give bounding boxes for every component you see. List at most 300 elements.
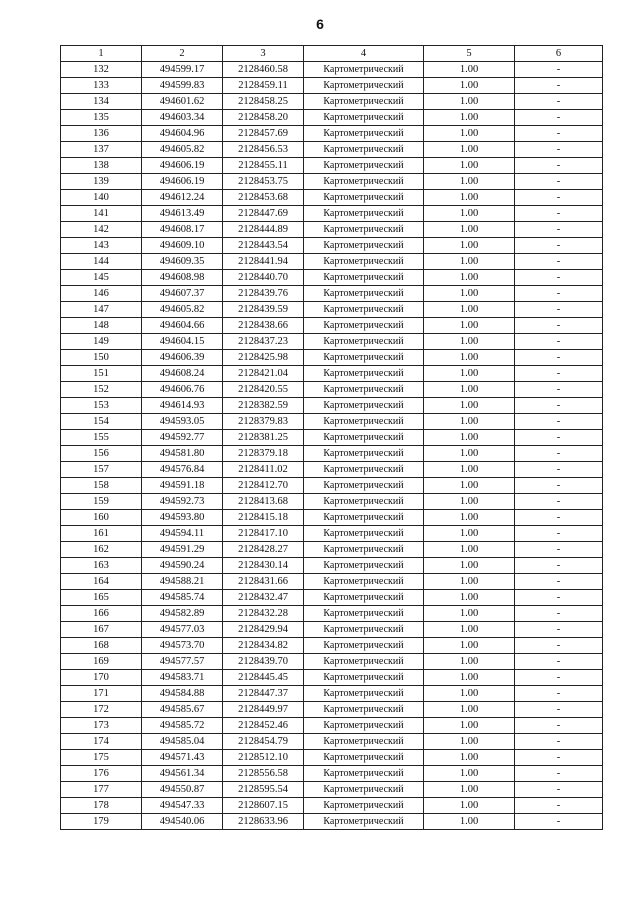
point-number-cell: 151 bbox=[61, 366, 142, 382]
y-coordinate-cell: 2128439.59 bbox=[223, 302, 304, 318]
point-number-cell: 179 bbox=[61, 814, 142, 830]
x-coordinate-cell: 494601.62 bbox=[142, 94, 223, 110]
note-cell: - bbox=[515, 670, 603, 686]
method-cell: Картометрический bbox=[304, 286, 424, 302]
accuracy-cell: 1.00 bbox=[424, 238, 515, 254]
note-cell: - bbox=[515, 222, 603, 238]
method-cell: Картометрический bbox=[304, 446, 424, 462]
method-cell: Картометрический bbox=[304, 430, 424, 446]
point-number-cell: 148 bbox=[61, 318, 142, 334]
table-row bbox=[61, 302, 603, 318]
y-coordinate-cell: 2128444.89 bbox=[223, 222, 304, 238]
x-coordinate-cell: 494591.29 bbox=[142, 542, 223, 558]
point-number-cell: 145 bbox=[61, 270, 142, 286]
note-cell: - bbox=[515, 286, 603, 302]
table-row bbox=[61, 126, 603, 142]
table-body bbox=[61, 62, 603, 830]
accuracy-cell: 1.00 bbox=[424, 318, 515, 334]
table-row bbox=[61, 334, 603, 350]
x-coordinate-cell: 494582.89 bbox=[142, 606, 223, 622]
accuracy-cell: 1.00 bbox=[424, 446, 515, 462]
table-row bbox=[61, 158, 603, 174]
table-row bbox=[61, 78, 603, 94]
x-coordinate-cell: 494593.05 bbox=[142, 414, 223, 430]
note-cell: - bbox=[515, 734, 603, 750]
point-number-cell: 136 bbox=[61, 126, 142, 142]
point-number-cell: 144 bbox=[61, 254, 142, 270]
note-cell: - bbox=[515, 78, 603, 94]
x-coordinate-cell: 494609.35 bbox=[142, 254, 223, 270]
accuracy-cell: 1.00 bbox=[424, 542, 515, 558]
note-cell: - bbox=[515, 782, 603, 798]
table-row bbox=[61, 478, 603, 494]
note-cell: - bbox=[515, 446, 603, 462]
table-row bbox=[61, 254, 603, 270]
method-cell: Картометрический bbox=[304, 814, 424, 830]
x-coordinate-cell: 494585.74 bbox=[142, 590, 223, 606]
point-number-cell: 175 bbox=[61, 750, 142, 766]
point-number-cell: 161 bbox=[61, 526, 142, 542]
y-coordinate-cell: 2128447.69 bbox=[223, 206, 304, 222]
method-cell: Картометрический bbox=[304, 222, 424, 238]
x-coordinate-cell: 494577.03 bbox=[142, 622, 223, 638]
point-number-cell: 152 bbox=[61, 382, 142, 398]
method-cell: Картометрический bbox=[304, 462, 424, 478]
x-coordinate-cell: 494591.18 bbox=[142, 478, 223, 494]
accuracy-cell: 1.00 bbox=[424, 606, 515, 622]
x-coordinate-cell: 494604.66 bbox=[142, 318, 223, 334]
accuracy-cell: 1.00 bbox=[424, 750, 515, 766]
note-cell: - bbox=[515, 254, 603, 270]
point-number-cell: 142 bbox=[61, 222, 142, 238]
accuracy-cell: 1.00 bbox=[424, 366, 515, 382]
y-coordinate-cell: 2128447.37 bbox=[223, 686, 304, 702]
x-coordinate-cell: 494592.73 bbox=[142, 494, 223, 510]
accuracy-cell: 1.00 bbox=[424, 398, 515, 414]
accuracy-cell: 1.00 bbox=[424, 670, 515, 686]
x-coordinate-cell: 494608.98 bbox=[142, 270, 223, 286]
y-coordinate-cell: 2128512.10 bbox=[223, 750, 304, 766]
note-cell: - bbox=[515, 366, 603, 382]
table-row bbox=[61, 734, 603, 750]
point-number-cell: 133 bbox=[61, 78, 142, 94]
note-cell: - bbox=[515, 62, 603, 78]
table-row bbox=[61, 142, 603, 158]
accuracy-cell: 1.00 bbox=[424, 686, 515, 702]
note-cell: - bbox=[515, 638, 603, 654]
x-coordinate-cell: 494576.84 bbox=[142, 462, 223, 478]
accuracy-cell: 1.00 bbox=[424, 158, 515, 174]
accuracy-cell: 1.00 bbox=[424, 222, 515, 238]
note-cell: - bbox=[515, 334, 603, 350]
y-coordinate-cell: 2128439.70 bbox=[223, 654, 304, 670]
method-cell: Картометрический bbox=[304, 334, 424, 350]
y-coordinate-cell: 2128441.94 bbox=[223, 254, 304, 270]
x-coordinate-cell: 494585.67 bbox=[142, 702, 223, 718]
y-coordinate-cell: 2128633.96 bbox=[223, 814, 304, 830]
table-row bbox=[61, 398, 603, 414]
point-number-cell: 132 bbox=[61, 62, 142, 78]
method-cell: Картометрический bbox=[304, 382, 424, 398]
note-cell: - bbox=[515, 206, 603, 222]
method-cell: Картометрический bbox=[304, 526, 424, 542]
method-cell: Картометрический bbox=[304, 254, 424, 270]
table-row bbox=[61, 558, 603, 574]
method-cell: Картометрический bbox=[304, 478, 424, 494]
note-cell: - bbox=[515, 302, 603, 318]
table-row bbox=[61, 366, 603, 382]
x-coordinate-cell: 494608.24 bbox=[142, 366, 223, 382]
accuracy-cell: 1.00 bbox=[424, 574, 515, 590]
table-row bbox=[61, 414, 603, 430]
table-row bbox=[61, 286, 603, 302]
y-coordinate-cell: 2128595.54 bbox=[223, 782, 304, 798]
table-row bbox=[61, 766, 603, 782]
accuracy-cell: 1.00 bbox=[424, 110, 515, 126]
y-coordinate-cell: 2128455.11 bbox=[223, 158, 304, 174]
table-row bbox=[61, 494, 603, 510]
table-row bbox=[61, 510, 603, 526]
point-number-cell: 162 bbox=[61, 542, 142, 558]
accuracy-cell: 1.00 bbox=[424, 526, 515, 542]
y-coordinate-cell: 2128379.83 bbox=[223, 414, 304, 430]
note-cell: - bbox=[515, 766, 603, 782]
method-cell: Картометрический bbox=[304, 590, 424, 606]
method-cell: Картометрический bbox=[304, 238, 424, 254]
y-coordinate-cell: 2128381.25 bbox=[223, 430, 304, 446]
note-cell: - bbox=[515, 318, 603, 334]
accuracy-cell: 1.00 bbox=[424, 126, 515, 142]
point-number-cell: 177 bbox=[61, 782, 142, 798]
table-row bbox=[61, 190, 603, 206]
note-cell: - bbox=[515, 174, 603, 190]
method-cell: Картометрический bbox=[304, 670, 424, 686]
table-row bbox=[61, 110, 603, 126]
y-coordinate-cell: 2128458.25 bbox=[223, 94, 304, 110]
note-cell: - bbox=[515, 686, 603, 702]
x-coordinate-cell: 494612.24 bbox=[142, 190, 223, 206]
x-coordinate-cell: 494604.96 bbox=[142, 126, 223, 142]
accuracy-cell: 1.00 bbox=[424, 190, 515, 206]
column-header: 4 bbox=[304, 46, 424, 62]
x-coordinate-cell: 494547.33 bbox=[142, 798, 223, 814]
note-cell: - bbox=[515, 142, 603, 158]
point-number-cell: 172 bbox=[61, 702, 142, 718]
table-row bbox=[61, 654, 603, 670]
accuracy-cell: 1.00 bbox=[424, 430, 515, 446]
method-cell: Картометрический bbox=[304, 622, 424, 638]
table-row bbox=[61, 318, 603, 334]
x-coordinate-cell: 494583.71 bbox=[142, 670, 223, 686]
point-number-cell: 164 bbox=[61, 574, 142, 590]
y-coordinate-cell: 2128607.15 bbox=[223, 798, 304, 814]
y-coordinate-cell: 2128379.18 bbox=[223, 446, 304, 462]
table-row bbox=[61, 622, 603, 638]
x-coordinate-cell: 494605.82 bbox=[142, 302, 223, 318]
accuracy-cell: 1.00 bbox=[424, 254, 515, 270]
table-row bbox=[61, 782, 603, 798]
y-coordinate-cell: 2128428.27 bbox=[223, 542, 304, 558]
note-cell: - bbox=[515, 606, 603, 622]
accuracy-cell: 1.00 bbox=[424, 174, 515, 190]
x-coordinate-cell: 494604.15 bbox=[142, 334, 223, 350]
column-header: 6 bbox=[515, 46, 603, 62]
table-row bbox=[61, 382, 603, 398]
table-row bbox=[61, 798, 603, 814]
x-coordinate-cell: 494606.76 bbox=[142, 382, 223, 398]
accuracy-cell: 1.00 bbox=[424, 270, 515, 286]
x-coordinate-cell: 494599.83 bbox=[142, 78, 223, 94]
y-coordinate-cell: 2128415.18 bbox=[223, 510, 304, 526]
point-number-cell: 134 bbox=[61, 94, 142, 110]
x-coordinate-cell: 494577.57 bbox=[142, 654, 223, 670]
method-cell: Картометрический bbox=[304, 702, 424, 718]
accuracy-cell: 1.00 bbox=[424, 478, 515, 494]
method-cell: Картометрический bbox=[304, 206, 424, 222]
accuracy-cell: 1.00 bbox=[424, 142, 515, 158]
x-coordinate-cell: 494613.49 bbox=[142, 206, 223, 222]
table-row bbox=[61, 702, 603, 718]
point-number-cell: 141 bbox=[61, 206, 142, 222]
accuracy-cell: 1.00 bbox=[424, 702, 515, 718]
table-row bbox=[61, 446, 603, 462]
x-coordinate-cell: 494573.70 bbox=[142, 638, 223, 654]
accuracy-cell: 1.00 bbox=[424, 382, 515, 398]
method-cell: Картометрический bbox=[304, 174, 424, 190]
point-number-cell: 169 bbox=[61, 654, 142, 670]
y-coordinate-cell: 2128417.10 bbox=[223, 526, 304, 542]
method-cell: Картометрический bbox=[304, 718, 424, 734]
x-coordinate-cell: 494584.88 bbox=[142, 686, 223, 702]
point-number-cell: 176 bbox=[61, 766, 142, 782]
y-coordinate-cell: 2128439.76 bbox=[223, 286, 304, 302]
table-row bbox=[61, 526, 603, 542]
table-row bbox=[61, 814, 603, 830]
method-cell: Картометрический bbox=[304, 270, 424, 286]
method-cell: Картометрический bbox=[304, 398, 424, 414]
accuracy-cell: 1.00 bbox=[424, 414, 515, 430]
note-cell: - bbox=[515, 478, 603, 494]
y-coordinate-cell: 2128429.94 bbox=[223, 622, 304, 638]
table-header bbox=[61, 46, 603, 62]
y-coordinate-cell: 2128458.20 bbox=[223, 110, 304, 126]
method-cell: Картометрический bbox=[304, 158, 424, 174]
accuracy-cell: 1.00 bbox=[424, 494, 515, 510]
method-cell: Картометрический bbox=[304, 110, 424, 126]
note-cell: - bbox=[515, 238, 603, 254]
note-cell: - bbox=[515, 702, 603, 718]
x-coordinate-cell: 494550.87 bbox=[142, 782, 223, 798]
accuracy-cell: 1.00 bbox=[424, 462, 515, 478]
y-coordinate-cell: 2128460.58 bbox=[223, 62, 304, 78]
table-row bbox=[61, 94, 603, 110]
note-cell: - bbox=[515, 270, 603, 286]
x-coordinate-cell: 494603.34 bbox=[142, 110, 223, 126]
x-coordinate-cell: 494599.17 bbox=[142, 62, 223, 78]
accuracy-cell: 1.00 bbox=[424, 782, 515, 798]
y-coordinate-cell: 2128425.98 bbox=[223, 350, 304, 366]
x-coordinate-cell: 494609.10 bbox=[142, 238, 223, 254]
x-coordinate-cell: 494594.11 bbox=[142, 526, 223, 542]
table-row bbox=[61, 206, 603, 222]
accuracy-cell: 1.00 bbox=[424, 622, 515, 638]
table-row bbox=[61, 574, 603, 590]
coordinates-table bbox=[60, 45, 603, 830]
accuracy-cell: 1.00 bbox=[424, 590, 515, 606]
accuracy-cell: 1.00 bbox=[424, 78, 515, 94]
note-cell: - bbox=[515, 430, 603, 446]
note-cell: - bbox=[515, 190, 603, 206]
method-cell: Картометрический bbox=[304, 126, 424, 142]
y-coordinate-cell: 2128445.45 bbox=[223, 670, 304, 686]
x-coordinate-cell: 494590.24 bbox=[142, 558, 223, 574]
table-row bbox=[61, 462, 603, 478]
point-number-cell: 157 bbox=[61, 462, 142, 478]
method-cell: Картометрический bbox=[304, 94, 424, 110]
x-coordinate-cell: 494585.04 bbox=[142, 734, 223, 750]
point-number-cell: 159 bbox=[61, 494, 142, 510]
x-coordinate-cell: 494585.72 bbox=[142, 718, 223, 734]
accuracy-cell: 1.00 bbox=[424, 638, 515, 654]
accuracy-cell: 1.00 bbox=[424, 206, 515, 222]
y-coordinate-cell: 2128420.55 bbox=[223, 382, 304, 398]
y-coordinate-cell: 2128457.69 bbox=[223, 126, 304, 142]
y-coordinate-cell: 2128432.47 bbox=[223, 590, 304, 606]
method-cell: Картометрический bbox=[304, 510, 424, 526]
x-coordinate-cell: 494593.80 bbox=[142, 510, 223, 526]
column-header: 3 bbox=[223, 46, 304, 62]
method-cell: Картометрический bbox=[304, 142, 424, 158]
point-number-cell: 135 bbox=[61, 110, 142, 126]
point-number-cell: 154 bbox=[61, 414, 142, 430]
x-coordinate-cell: 494614.93 bbox=[142, 398, 223, 414]
accuracy-cell: 1.00 bbox=[424, 334, 515, 350]
x-coordinate-cell: 494607.37 bbox=[142, 286, 223, 302]
accuracy-cell: 1.00 bbox=[424, 654, 515, 670]
y-coordinate-cell: 2128440.70 bbox=[223, 270, 304, 286]
note-cell: - bbox=[515, 750, 603, 766]
y-coordinate-cell: 2128438.66 bbox=[223, 318, 304, 334]
table-row bbox=[61, 606, 603, 622]
note-cell: - bbox=[515, 718, 603, 734]
note-cell: - bbox=[515, 350, 603, 366]
table-row bbox=[61, 62, 603, 78]
point-number-cell: 139 bbox=[61, 174, 142, 190]
note-cell: - bbox=[515, 510, 603, 526]
method-cell: Картометрический bbox=[304, 750, 424, 766]
method-cell: Картометрический bbox=[304, 782, 424, 798]
accuracy-cell: 1.00 bbox=[424, 558, 515, 574]
y-coordinate-cell: 2128459.11 bbox=[223, 78, 304, 94]
method-cell: Картометрический bbox=[304, 542, 424, 558]
page-number: 6 bbox=[316, 16, 324, 32]
note-cell: - bbox=[515, 814, 603, 830]
y-coordinate-cell: 2128449.97 bbox=[223, 702, 304, 718]
header-row bbox=[61, 46, 603, 62]
column-header: 2 bbox=[142, 46, 223, 62]
method-cell: Картометрический bbox=[304, 606, 424, 622]
note-cell: - bbox=[515, 110, 603, 126]
note-cell: - bbox=[515, 494, 603, 510]
note-cell: - bbox=[515, 94, 603, 110]
table-row bbox=[61, 174, 603, 190]
x-coordinate-cell: 494605.82 bbox=[142, 142, 223, 158]
point-number-cell: 155 bbox=[61, 430, 142, 446]
note-cell: - bbox=[515, 126, 603, 142]
y-coordinate-cell: 2128432.28 bbox=[223, 606, 304, 622]
table-row bbox=[61, 750, 603, 766]
point-number-cell: 165 bbox=[61, 590, 142, 606]
point-number-cell: 160 bbox=[61, 510, 142, 526]
point-number-cell: 149 bbox=[61, 334, 142, 350]
accuracy-cell: 1.00 bbox=[424, 302, 515, 318]
point-number-cell: 173 bbox=[61, 718, 142, 734]
accuracy-cell: 1.00 bbox=[424, 718, 515, 734]
method-cell: Картометрический bbox=[304, 558, 424, 574]
accuracy-cell: 1.00 bbox=[424, 510, 515, 526]
y-coordinate-cell: 2128421.04 bbox=[223, 366, 304, 382]
note-cell: - bbox=[515, 590, 603, 606]
point-number-cell: 156 bbox=[61, 446, 142, 462]
note-cell: - bbox=[515, 526, 603, 542]
y-coordinate-cell: 2128454.79 bbox=[223, 734, 304, 750]
x-coordinate-cell: 494608.17 bbox=[142, 222, 223, 238]
note-cell: - bbox=[515, 558, 603, 574]
note-cell: - bbox=[515, 542, 603, 558]
method-cell: Картометрический bbox=[304, 366, 424, 382]
table-row bbox=[61, 638, 603, 654]
note-cell: - bbox=[515, 414, 603, 430]
method-cell: Картометрический bbox=[304, 574, 424, 590]
method-cell: Картометрический bbox=[304, 686, 424, 702]
x-coordinate-cell: 494606.39 bbox=[142, 350, 223, 366]
x-coordinate-cell: 494581.80 bbox=[142, 446, 223, 462]
table-row bbox=[61, 686, 603, 702]
column-header: 5 bbox=[424, 46, 515, 62]
note-cell: - bbox=[515, 574, 603, 590]
method-cell: Картометрический bbox=[304, 798, 424, 814]
x-coordinate-cell: 494606.19 bbox=[142, 158, 223, 174]
point-number-cell: 138 bbox=[61, 158, 142, 174]
point-number-cell: 171 bbox=[61, 686, 142, 702]
accuracy-cell: 1.00 bbox=[424, 286, 515, 302]
y-coordinate-cell: 2128443.54 bbox=[223, 238, 304, 254]
note-cell: - bbox=[515, 622, 603, 638]
accuracy-cell: 1.00 bbox=[424, 94, 515, 110]
point-number-cell: 174 bbox=[61, 734, 142, 750]
table-row bbox=[61, 222, 603, 238]
point-number-cell: 153 bbox=[61, 398, 142, 414]
point-number-cell: 140 bbox=[61, 190, 142, 206]
y-coordinate-cell: 2128413.68 bbox=[223, 494, 304, 510]
note-cell: - bbox=[515, 798, 603, 814]
point-number-cell: 163 bbox=[61, 558, 142, 574]
x-coordinate-cell: 494561.34 bbox=[142, 766, 223, 782]
note-cell: - bbox=[515, 158, 603, 174]
point-number-cell: 146 bbox=[61, 286, 142, 302]
method-cell: Картометрический bbox=[304, 654, 424, 670]
method-cell: Картометрический bbox=[304, 414, 424, 430]
method-cell: Картометрический bbox=[304, 190, 424, 206]
method-cell: Картометрический bbox=[304, 734, 424, 750]
x-coordinate-cell: 494606.19 bbox=[142, 174, 223, 190]
note-cell: - bbox=[515, 462, 603, 478]
method-cell: Картометрический bbox=[304, 766, 424, 782]
y-coordinate-cell: 2128456.53 bbox=[223, 142, 304, 158]
method-cell: Картометрический bbox=[304, 350, 424, 366]
point-number-cell: 150 bbox=[61, 350, 142, 366]
y-coordinate-cell: 2128382.59 bbox=[223, 398, 304, 414]
